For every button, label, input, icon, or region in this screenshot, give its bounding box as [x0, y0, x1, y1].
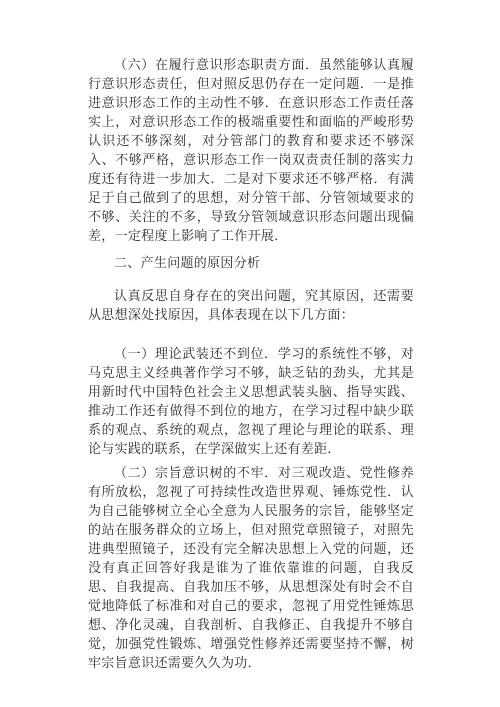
section-heading-cause-analysis: 二、产生问题的原因分析: [114, 256, 261, 271]
paragraph-purpose-awareness: （二）宗旨意识树的不牢．对三观改造、党性修养有所放松，忽视了可持续性改造世界观、锤炼党性．认为自己能够树立全心全意为人民服务的宗旨，能够坚定的站在服务群众的立场上，但对照党章照镜子，对照先进典型照镜子，还没有完全解决思想上入党的问题，还没有真正回答好我是谁为了谁依靠谁的问题，自我反思、自我提高、自我加压不够，从思想深处有时会不自觉地降低了标准和对自己的要求，忽视了用党性锤炼思想、净化灵魂，自我剖析、自我修正、自我提升不够自觉，加强党性锻炼、增强党性修养还需要坚持不懈，树牢宗旨意识还需要久久为功．: [88, 466, 414, 671]
paragraph-intro-causes: 认真反思自身存在的突出问题，究其原因，还需要从思想深处找原因，具体表现在以下几方面：: [88, 289, 414, 323]
paragraph-ideology-responsibility: （六）在履行意识形态职责方面．虽然能够认真履行意识形态责任，但对照反思仍存在一定问题．一是推进意识形态工作的主动性不够．在意识形态工作责任落实上，对意识形态工作的极端重要性和面临的严峻形势认识还不够深刻，对分管部门的教育和要求还不够深入、不够严格，意识形态工作一岗双责责任制的落实力度还有待进一步加大．二是对下要求还不够严格．有满足于自己做到了的思想，对分管干部、分管领域要求的不够、关注的不多，导致分管领域意识形态问题出现偏差，一定程度上影响了工作开展．: [88, 58, 414, 244]
paragraph-theory-study: （一）理论武装还不到位．学习的系统性不够，对马克思主义经典著作学习不够，缺乏钻的劲头，尤其是用新时代中国特色社会主义思想武装头脑、指导实践、推动工作还有做得不到位的地方，在学习过程中缺少联系的观点、系统的观点，忽视了理论与理论的联系、理论与实践的联系，在学深做实上还有差距．: [88, 347, 414, 457]
